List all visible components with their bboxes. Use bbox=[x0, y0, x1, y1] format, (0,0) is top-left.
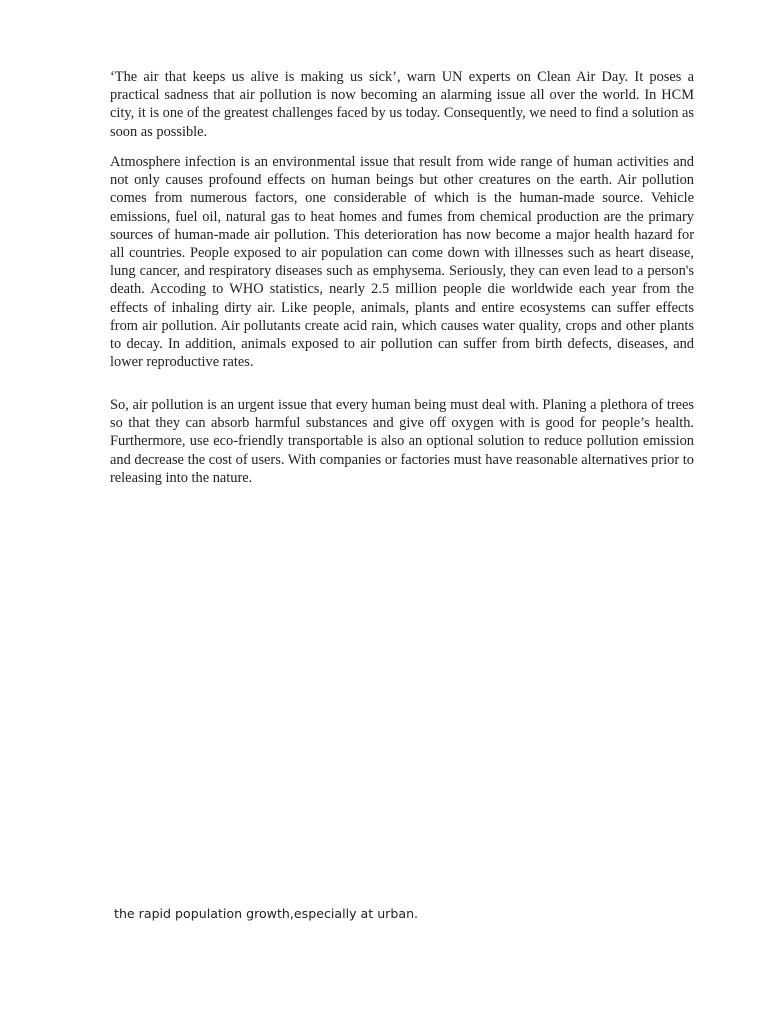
footer-note: the rapid population growth,especially at urban. bbox=[114, 906, 419, 921]
paragraph-conclusion-solutions: So, air pollution is an urgent issue that every human being must deal with. Planing a plethora of trees so that they can absorb harmful substances and give off oxygen with is good for people’s health. Furthermore, use eco-friendly transportable is also an optional solution to reduce pollution emission and decrease the cost of users. With companies or factories must have reasonable alternatives prior to releasing into the nature. bbox=[110, 397, 694, 486]
paragraph-introduction: ‘The air that keeps us alive is making us sick’, warn UN experts on Clean Air Day. It poses a practical sadness that air pollution is now becoming an alarming issue all over the world. In HCM city, it is one of the greatest challenges faced by us today. Consequently, we need to find a solution as soon as possible. bbox=[110, 69, 694, 140]
paragraph-body-causes-effects: Atmosphere infection is an environmental issue that result from wide range of human activities and not only causes profound effects on human beings but other creatures on the earth. Air pollution comes from numerous factors, one considerable of which is the human-made source. Vehicle emissions, fuel oil, natural gas to heat homes and fumes from chemical production are the primary sources of human-made air pollution. This deterioration has now become a major health hazard for all countries. People exposed to air population can come down with illnesses such as heart disease, lung cancer, and respiratory diseases such as emphysema. Seriously, they can even lead to a person's death. Accoding to WHO statistics, nearly 2.5 million people die worldwide each year from the effects of inhaling dirty air. Like people, animals, plants and entire ecosystems can suffer effects from air pollution. Air pollutants create acid rain, which causes water quality, crops and other plants to decay. In addition, animals exposed to air pollution can suffer from birth defects, diseases, and lower reproductive rates. bbox=[110, 154, 694, 371]
